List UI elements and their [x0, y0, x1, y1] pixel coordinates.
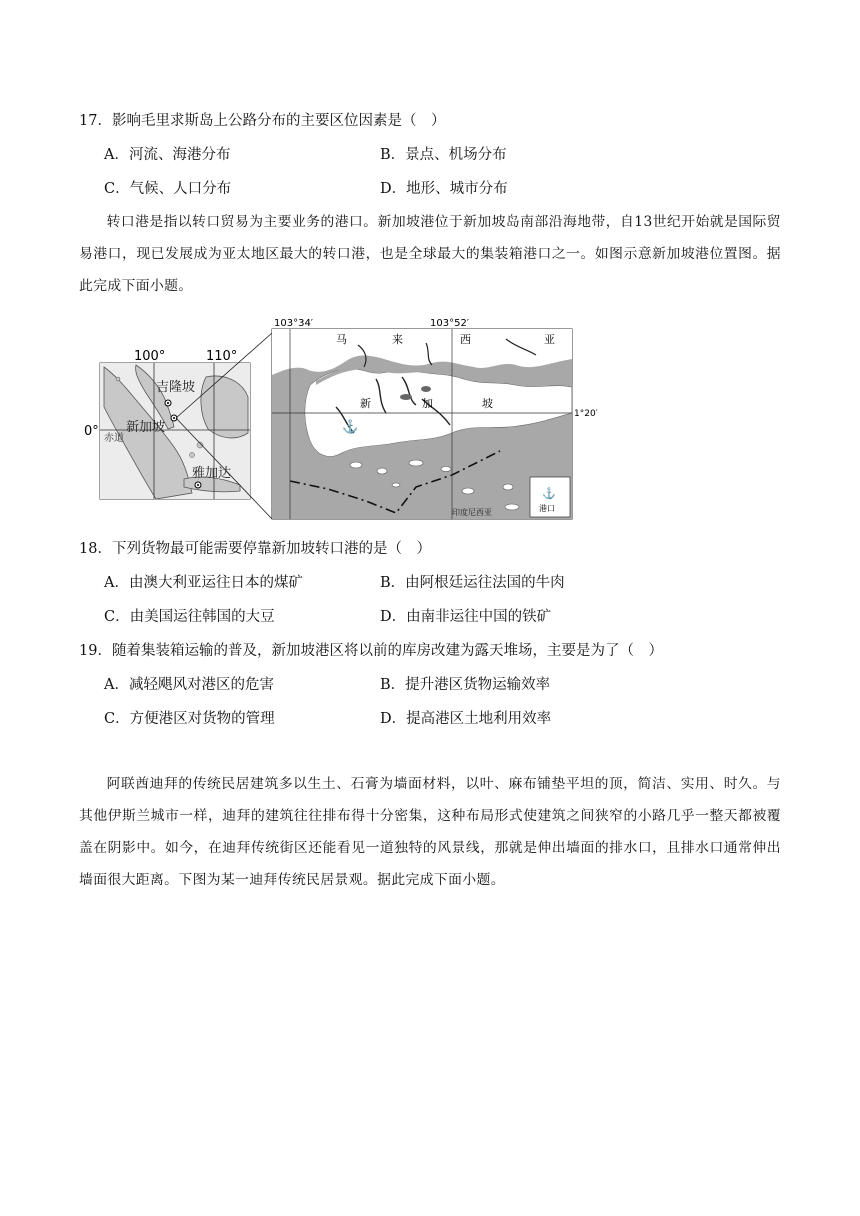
singapore-port-map	[84, 315, 598, 521]
port-anchor-icon: ⚓	[342, 420, 359, 435]
question-18-stem: 18．下列货物最可能需要停靠新加坡转口港的是（ ）	[79, 541, 431, 557]
question-17-option-c[interactable]: C．气候、人口分布	[104, 181, 232, 197]
question-17-stem: 17．影响毛里求斯岛上公路分布的主要区位因素是（ ）	[79, 113, 446, 129]
lon-103-52-label: 103°52′	[430, 318, 470, 329]
question-17-option-a[interactable]: A．河流、海港分布	[104, 147, 231, 163]
malaysia-char-1: 马	[336, 333, 347, 346]
question-18-option-b[interactable]: B．由阿根廷运往法国的牛肉	[380, 575, 565, 591]
lat-1-20-label: 1°20′	[574, 409, 598, 419]
passage-dubai-houses: 阿联酋迪拜的传统民居建筑多以生土、石膏为墙面材料，以叶、麻布铺垫平坦的顶，简洁、实用、时久。与其他伊斯兰城市一样，迪拜的建筑往往排布得十分密集，这种布局形式使建筑之间狭窄的小路几乎一整天都被覆盖在阴影中。如今，在迪拜传统街区还能看见一道独特的风景线，那就是伸出墙面的排水口，且排水口通常伸出墙面很大距离。下图为某一迪拜传统民居景观。据此完成下面小题。	[79, 776, 781, 888]
singapore-char-2: 加	[422, 397, 433, 410]
malaysia-char-2: 来	[392, 333, 403, 346]
lon-110-label: 110°	[206, 349, 238, 364]
singapore-detail-map	[272, 318, 598, 519]
passage-singapore-port: 转口港是指以转口贸易为主要业务的港口。新加坡港位于新加坡岛南部沿海地带，自13世纪开始就是国际贸易港口，现已发展成为亚太地区最大的转口港，也是全球最大的集装箱港口之一。如图示意新加坡港位置图。据此完成下面小题。	[79, 214, 781, 294]
equator-label: 赤道	[104, 433, 124, 444]
singapore-char-3: 坡	[482, 397, 493, 410]
kuala-lumpur-label: 吉隆坡	[156, 380, 196, 395]
question-19-option-d[interactable]: D．提高港区土地利用效率	[380, 711, 552, 727]
legend-port-label: 港口	[539, 504, 555, 513]
legend-anchor-icon: ⚓	[542, 487, 556, 500]
question-17-option-d[interactable]: D．地形、城市分布	[380, 181, 508, 197]
question-19-option-b[interactable]: B．提升港区货物运输效率	[380, 677, 551, 693]
question-19-option-c[interactable]: C．方便港区对货物的管理	[104, 711, 275, 727]
indonesia-label: 印度尼西亚	[452, 508, 492, 517]
malaysia-char-3: 西	[460, 333, 471, 346]
lat-0-label: 0°	[84, 424, 99, 439]
question-18-option-d[interactable]: D．由南非运往中国的铁矿	[380, 609, 552, 625]
malaysia-char-4: 亚	[544, 333, 555, 346]
jakarta-label: 雅加达	[192, 466, 232, 481]
singapore-label: 新加坡	[126, 420, 166, 435]
question-17-option-b[interactable]: B．景点、机场分布	[380, 147, 507, 163]
question-18-option-c[interactable]: C．由美国运往韩国的大豆	[104, 609, 275, 625]
question-18-option-a[interactable]: A．由澳大利亚运往日本的煤矿	[104, 575, 303, 591]
singapore-char-1: 新	[360, 397, 371, 410]
question-19-option-a[interactable]: A．减轻飓风对港区的危害	[104, 677, 274, 693]
lon-103-34-label: 103°34′	[274, 318, 314, 329]
question-19-stem: 19．随着集装箱运输的普及，新加坡港区将以前的库房改建为露天堆场，主要是为了（ ）	[79, 643, 663, 659]
regional-locator-map	[84, 349, 250, 499]
lon-100-label: 100°	[134, 349, 166, 364]
